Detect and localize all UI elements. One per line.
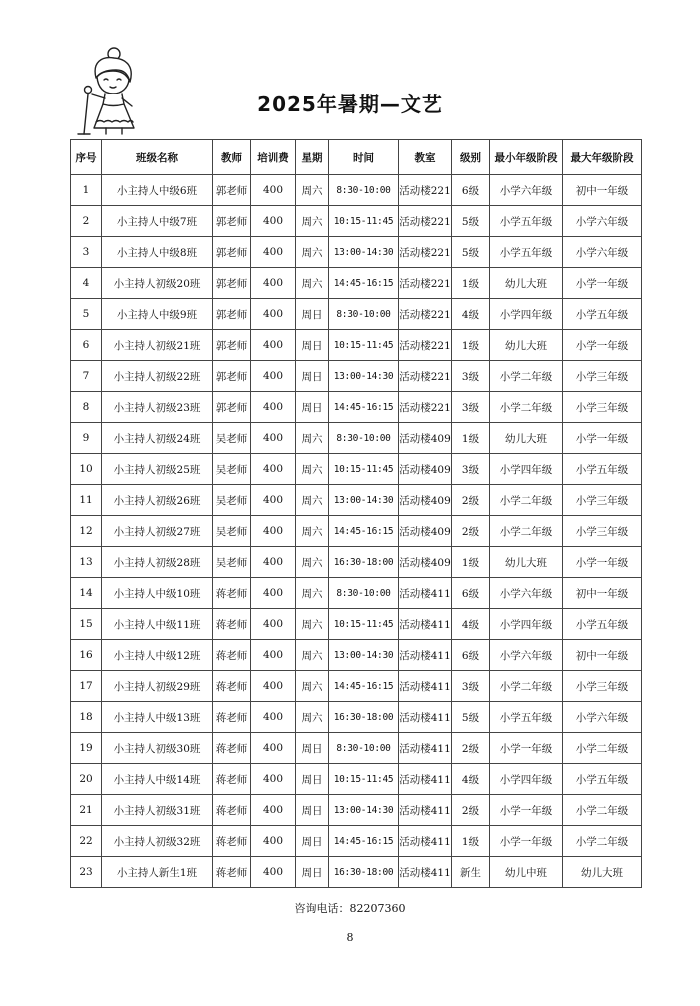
cell-weekday: 周日 xyxy=(296,392,329,423)
cell-min-grade: 小学一年级 xyxy=(490,733,563,764)
cell-teacher: 吴老师 xyxy=(213,547,251,578)
cell-min-grade: 小学二年级 xyxy=(490,485,563,516)
header-cell: 级别 xyxy=(452,140,490,175)
table-row xyxy=(71,392,642,423)
cell-max-grade: 幼儿大班 xyxy=(563,857,642,888)
cell-index: 8 xyxy=(71,392,102,423)
cell-index: 21 xyxy=(71,795,102,826)
table-row xyxy=(71,423,642,454)
cell-min-grade: 小学四年级 xyxy=(490,454,563,485)
table-row xyxy=(71,671,642,702)
cell-max-grade: 初中一年级 xyxy=(563,640,642,671)
cell-level: 1级 xyxy=(452,268,490,299)
cell-teacher: 郭老师 xyxy=(213,237,251,268)
cell-level: 2级 xyxy=(452,795,490,826)
header-cell: 最小年级阶段 xyxy=(490,140,563,175)
cell-level: 2级 xyxy=(452,516,490,547)
cell-level: 4级 xyxy=(452,609,490,640)
cell-min-grade: 小学一年级 xyxy=(490,826,563,857)
cell-min-grade: 小学五年级 xyxy=(490,702,563,733)
cell-time: 14:45-16:15 xyxy=(329,392,399,423)
cell-class-name: 小主持人初级25班 xyxy=(102,454,213,485)
cell-weekday: 周六 xyxy=(296,702,329,733)
cell-min-grade: 小学四年级 xyxy=(490,609,563,640)
cell-max-grade: 小学五年级 xyxy=(563,764,642,795)
page-number: 8 xyxy=(346,931,354,944)
cell-class-name: 小主持人初级22班 xyxy=(102,361,213,392)
header-cell: 教室 xyxy=(399,140,452,175)
cell-max-grade: 小学二年级 xyxy=(563,795,642,826)
cell-classroom: 活动楼411 xyxy=(399,640,452,671)
cell-weekday: 周六 xyxy=(296,547,329,578)
cell-level: 1级 xyxy=(452,423,490,454)
cell-class-name: 小主持人初级21班 xyxy=(102,330,213,361)
page-title: 2025年暑期—文艺 xyxy=(257,92,443,116)
cell-class-name: 小主持人初级23班 xyxy=(102,392,213,423)
cell-index: 9 xyxy=(71,423,102,454)
cell-fee: 400 xyxy=(251,578,296,609)
cell-weekday: 周六 xyxy=(296,175,329,206)
cell-max-grade: 小学三年级 xyxy=(563,485,642,516)
cell-max-grade: 小学六年级 xyxy=(563,237,642,268)
cell-weekday: 周六 xyxy=(296,268,329,299)
cell-class-name: 小主持人中级8班 xyxy=(102,237,213,268)
cell-fee: 400 xyxy=(251,857,296,888)
cell-min-grade: 幼儿大班 xyxy=(490,423,563,454)
cell-classroom: 活动楼221 xyxy=(399,392,452,423)
cell-index: 14 xyxy=(71,578,102,609)
cell-weekday: 周日 xyxy=(296,795,329,826)
cell-class-name: 小主持人中级11班 xyxy=(102,609,213,640)
cell-weekday: 周日 xyxy=(296,857,329,888)
cell-teacher: 蒋老师 xyxy=(213,857,251,888)
cell-max-grade: 小学三年级 xyxy=(563,392,642,423)
cell-fee: 400 xyxy=(251,609,296,640)
cell-teacher: 吴老师 xyxy=(213,423,251,454)
cell-time: 8:30-10:00 xyxy=(329,423,399,454)
cell-fee: 400 xyxy=(251,702,296,733)
cell-classroom: 活动楼411 xyxy=(399,826,452,857)
cell-weekday: 周日 xyxy=(296,733,329,764)
cell-max-grade: 初中一年级 xyxy=(563,578,642,609)
cell-class-name: 小主持人中级12班 xyxy=(102,640,213,671)
cell-max-grade: 小学三年级 xyxy=(563,516,642,547)
cell-weekday: 周六 xyxy=(296,237,329,268)
table-row xyxy=(71,826,642,857)
cell-level: 6级 xyxy=(452,640,490,671)
cell-max-grade: 小学三年级 xyxy=(563,361,642,392)
header-cell: 时间 xyxy=(329,140,399,175)
header-cell: 序号 xyxy=(71,140,102,175)
cell-index: 20 xyxy=(71,764,102,795)
cell-time: 13:00-14:30 xyxy=(329,361,399,392)
cell-teacher: 吴老师 xyxy=(213,516,251,547)
cell-fee: 400 xyxy=(251,423,296,454)
cell-weekday: 周六 xyxy=(296,485,329,516)
cell-class-name: 小主持人中级13班 xyxy=(102,702,213,733)
table-row xyxy=(71,516,642,547)
cell-teacher: 郭老师 xyxy=(213,175,251,206)
cell-classroom: 活动楼221 xyxy=(399,237,452,268)
cell-time: 10:15-11:45 xyxy=(329,764,399,795)
cell-max-grade: 小学六年级 xyxy=(563,702,642,733)
cell-weekday: 周日 xyxy=(296,330,329,361)
table-row xyxy=(71,330,642,361)
cell-weekday: 周六 xyxy=(296,609,329,640)
cell-teacher: 郭老师 xyxy=(213,330,251,361)
cell-index: 10 xyxy=(71,454,102,485)
cell-teacher: 蒋老师 xyxy=(213,671,251,702)
table-row xyxy=(71,237,642,268)
cell-time: 8:30-10:00 xyxy=(329,175,399,206)
cell-classroom: 活动楼409 xyxy=(399,547,452,578)
cell-time: 10:15-11:45 xyxy=(329,609,399,640)
cell-class-name: 小主持人初级30班 xyxy=(102,733,213,764)
cell-fee: 400 xyxy=(251,733,296,764)
cell-weekday: 周六 xyxy=(296,578,329,609)
cell-index: 18 xyxy=(71,702,102,733)
cell-teacher: 蒋老师 xyxy=(213,609,251,640)
cell-teacher: 蒋老师 xyxy=(213,640,251,671)
cell-teacher: 蒋老师 xyxy=(213,733,251,764)
cell-level: 5级 xyxy=(452,206,490,237)
cell-class-name: 小主持人初级27班 xyxy=(102,516,213,547)
cell-classroom: 活动楼411 xyxy=(399,857,452,888)
cell-fee: 400 xyxy=(251,454,296,485)
cell-min-grade: 小学二年级 xyxy=(490,392,563,423)
cell-max-grade: 小学二年级 xyxy=(563,826,642,857)
cell-time: 14:45-16:15 xyxy=(329,268,399,299)
cell-fee: 400 xyxy=(251,175,296,206)
cell-min-grade: 幼儿大班 xyxy=(490,268,563,299)
cell-fee: 400 xyxy=(251,516,296,547)
contact-phone: 咨询电话：82207360 xyxy=(294,902,406,915)
cell-max-grade: 小学三年级 xyxy=(563,671,642,702)
cell-class-name: 小主持人初级20班 xyxy=(102,268,213,299)
cell-index: 19 xyxy=(71,733,102,764)
cell-weekday: 周六 xyxy=(296,454,329,485)
cell-weekday: 周日 xyxy=(296,361,329,392)
cell-time: 14:45-16:15 xyxy=(329,826,399,857)
cell-level: 1级 xyxy=(452,826,490,857)
cell-level: 3级 xyxy=(452,671,490,702)
cell-weekday: 周六 xyxy=(296,206,329,237)
cell-min-grade: 幼儿大班 xyxy=(490,547,563,578)
cell-level: 4级 xyxy=(452,764,490,795)
cell-max-grade: 小学一年级 xyxy=(563,330,642,361)
cell-index: 7 xyxy=(71,361,102,392)
cell-level: 1级 xyxy=(452,330,490,361)
cell-index: 17 xyxy=(71,671,102,702)
cell-time: 8:30-10:00 xyxy=(329,578,399,609)
cell-class-name: 小主持人初级32班 xyxy=(102,826,213,857)
cell-level: 3级 xyxy=(452,361,490,392)
cell-time: 10:15-11:45 xyxy=(329,330,399,361)
table-row xyxy=(71,299,642,330)
cell-time: 10:15-11:45 xyxy=(329,206,399,237)
cell-fee: 400 xyxy=(251,485,296,516)
cell-classroom: 活动楼221 xyxy=(399,299,452,330)
cell-classroom: 活动楼409 xyxy=(399,516,452,547)
cell-weekday: 周六 xyxy=(296,671,329,702)
cell-max-grade: 小学一年级 xyxy=(563,268,642,299)
cell-min-grade: 幼儿大班 xyxy=(490,330,563,361)
cell-max-grade: 小学一年级 xyxy=(563,423,642,454)
cell-teacher: 郭老师 xyxy=(213,361,251,392)
cell-level: 新生 xyxy=(452,857,490,888)
cell-classroom: 活动楼411 xyxy=(399,702,452,733)
cell-fee: 400 xyxy=(251,826,296,857)
cell-fee: 400 xyxy=(251,268,296,299)
cell-min-grade: 小学二年级 xyxy=(490,516,563,547)
cell-fee: 400 xyxy=(251,392,296,423)
cell-fee: 400 xyxy=(251,795,296,826)
cell-classroom: 活动楼221 xyxy=(399,361,452,392)
table-row xyxy=(71,609,642,640)
table-row xyxy=(71,485,642,516)
cell-index: 6 xyxy=(71,330,102,361)
cell-teacher: 郭老师 xyxy=(213,206,251,237)
cell-teacher: 吴老师 xyxy=(213,454,251,485)
cell-time: 13:00-14:30 xyxy=(329,795,399,826)
cell-teacher: 蒋老师 xyxy=(213,702,251,733)
table-row xyxy=(71,857,642,888)
cell-level: 6级 xyxy=(452,175,490,206)
table-row xyxy=(71,733,642,764)
cell-classroom: 活动楼409 xyxy=(399,454,452,485)
cell-fee: 400 xyxy=(251,640,296,671)
cell-min-grade: 小学四年级 xyxy=(490,299,563,330)
table-row xyxy=(71,547,642,578)
cell-class-name: 小主持人初级29班 xyxy=(102,671,213,702)
cell-level: 6级 xyxy=(452,578,490,609)
cell-fee: 400 xyxy=(251,237,296,268)
cell-classroom: 活动楼411 xyxy=(399,578,452,609)
cell-fee: 400 xyxy=(251,330,296,361)
cell-weekday: 周六 xyxy=(296,640,329,671)
cell-index: 15 xyxy=(71,609,102,640)
cell-class-name: 小主持人初级31班 xyxy=(102,795,213,826)
cell-index: 4 xyxy=(71,268,102,299)
cell-teacher: 郭老师 xyxy=(213,268,251,299)
cell-teacher: 吴老师 xyxy=(213,485,251,516)
table-row xyxy=(71,702,642,733)
cell-time: 8:30-10:00 xyxy=(329,733,399,764)
table-body xyxy=(71,175,642,888)
cell-index: 2 xyxy=(71,206,102,237)
cell-classroom: 活动楼221 xyxy=(399,175,452,206)
cell-min-grade: 小学一年级 xyxy=(490,795,563,826)
header-cell: 最大年级阶段 xyxy=(563,140,642,175)
cell-level: 1级 xyxy=(452,547,490,578)
cell-min-grade: 小学五年级 xyxy=(490,237,563,268)
cell-classroom: 活动楼221 xyxy=(399,268,452,299)
table-row xyxy=(71,268,642,299)
class-schedule-table xyxy=(70,139,642,888)
cell-index: 3 xyxy=(71,237,102,268)
cell-level: 2级 xyxy=(452,733,490,764)
cell-fee: 400 xyxy=(251,206,296,237)
cell-index: 12 xyxy=(71,516,102,547)
header-cell: 班级名称 xyxy=(102,140,213,175)
table-row xyxy=(71,764,642,795)
cell-min-grade: 小学五年级 xyxy=(490,206,563,237)
cell-level: 5级 xyxy=(452,702,490,733)
cell-index: 16 xyxy=(71,640,102,671)
cell-min-grade: 小学六年级 xyxy=(490,640,563,671)
cell-time: 16:30-18:00 xyxy=(329,702,399,733)
cell-teacher: 郭老师 xyxy=(213,299,251,330)
cell-time: 14:45-16:15 xyxy=(329,516,399,547)
cell-weekday: 周日 xyxy=(296,826,329,857)
cell-level: 3级 xyxy=(452,454,490,485)
table-row xyxy=(71,795,642,826)
cell-time: 8:30-10:00 xyxy=(329,299,399,330)
cell-level: 4级 xyxy=(452,299,490,330)
cell-time: 13:00-14:30 xyxy=(329,640,399,671)
cell-teacher: 蒋老师 xyxy=(213,764,251,795)
cell-max-grade: 小学五年级 xyxy=(563,609,642,640)
cell-weekday: 周六 xyxy=(296,516,329,547)
cell-min-grade: 小学二年级 xyxy=(490,671,563,702)
cell-class-name: 小主持人中级9班 xyxy=(102,299,213,330)
cell-min-grade: 小学二年级 xyxy=(490,361,563,392)
cell-weekday: 周六 xyxy=(296,423,329,454)
cell-fee: 400 xyxy=(251,764,296,795)
cell-index: 13 xyxy=(71,547,102,578)
cell-max-grade: 小学二年级 xyxy=(563,733,642,764)
table-row xyxy=(71,361,642,392)
cell-classroom: 活动楼411 xyxy=(399,609,452,640)
cell-time: 14:45-16:15 xyxy=(329,671,399,702)
cell-teacher: 蒋老师 xyxy=(213,826,251,857)
cell-index: 22 xyxy=(71,826,102,857)
cell-class-name: 小主持人新生1班 xyxy=(102,857,213,888)
cell-class-name: 小主持人初级26班 xyxy=(102,485,213,516)
cell-classroom: 活动楼411 xyxy=(399,764,452,795)
table-row xyxy=(71,175,642,206)
header-row xyxy=(71,140,642,175)
table-row xyxy=(71,454,642,485)
cell-class-name: 小主持人中级10班 xyxy=(102,578,213,609)
cell-time: 10:15-11:45 xyxy=(329,454,399,485)
table-row xyxy=(71,640,642,671)
cell-max-grade: 小学五年级 xyxy=(563,299,642,330)
cell-min-grade: 小学六年级 xyxy=(490,175,563,206)
cell-classroom: 活动楼411 xyxy=(399,671,452,702)
cell-fee: 400 xyxy=(251,671,296,702)
table-row xyxy=(71,578,642,609)
cell-class-name: 小主持人中级6班 xyxy=(102,175,213,206)
cell-index: 1 xyxy=(71,175,102,206)
cell-max-grade: 小学五年级 xyxy=(563,454,642,485)
cell-min-grade: 幼儿中班 xyxy=(490,857,563,888)
cell-index: 23 xyxy=(71,857,102,888)
cell-max-grade: 初中一年级 xyxy=(563,175,642,206)
cell-time: 13:00-14:30 xyxy=(329,237,399,268)
table-header xyxy=(71,140,642,175)
cell-class-name: 小主持人初级24班 xyxy=(102,423,213,454)
cell-weekday: 周日 xyxy=(296,764,329,795)
cell-class-name: 小主持人中级14班 xyxy=(102,764,213,795)
cell-classroom: 活动楼411 xyxy=(399,795,452,826)
cell-teacher: 蒋老师 xyxy=(213,795,251,826)
cell-classroom: 活动楼409 xyxy=(399,485,452,516)
cell-level: 3级 xyxy=(452,392,490,423)
cell-index: 11 xyxy=(71,485,102,516)
header-cell: 教师 xyxy=(213,140,251,175)
cell-fee: 400 xyxy=(251,547,296,578)
cell-class-name: 小主持人中级7班 xyxy=(102,206,213,237)
cell-fee: 400 xyxy=(251,299,296,330)
cell-teacher: 郭老师 xyxy=(213,392,251,423)
cell-classroom: 活动楼409 xyxy=(399,423,452,454)
cell-max-grade: 小学一年级 xyxy=(563,547,642,578)
header-cell: 星期 xyxy=(296,140,329,175)
cell-fee: 400 xyxy=(251,361,296,392)
cell-time: 16:30-18:00 xyxy=(329,857,399,888)
cell-min-grade: 小学六年级 xyxy=(490,578,563,609)
cell-level: 2级 xyxy=(452,485,490,516)
table-row xyxy=(71,206,642,237)
cell-index: 5 xyxy=(71,299,102,330)
cell-time: 13:00-14:30 xyxy=(329,485,399,516)
cell-max-grade: 小学六年级 xyxy=(563,206,642,237)
cell-time: 16:30-18:00 xyxy=(329,547,399,578)
cell-level: 5级 xyxy=(452,237,490,268)
cell-classroom: 活动楼221 xyxy=(399,206,452,237)
cell-classroom: 活动楼221 xyxy=(399,330,452,361)
cell-min-grade: 小学四年级 xyxy=(490,764,563,795)
cell-class-name: 小主持人初级28班 xyxy=(102,547,213,578)
cell-teacher: 蒋老师 xyxy=(213,578,251,609)
header-cell: 培训费 xyxy=(251,140,296,175)
cell-classroom: 活动楼411 xyxy=(399,733,452,764)
cell-weekday: 周日 xyxy=(296,299,329,330)
